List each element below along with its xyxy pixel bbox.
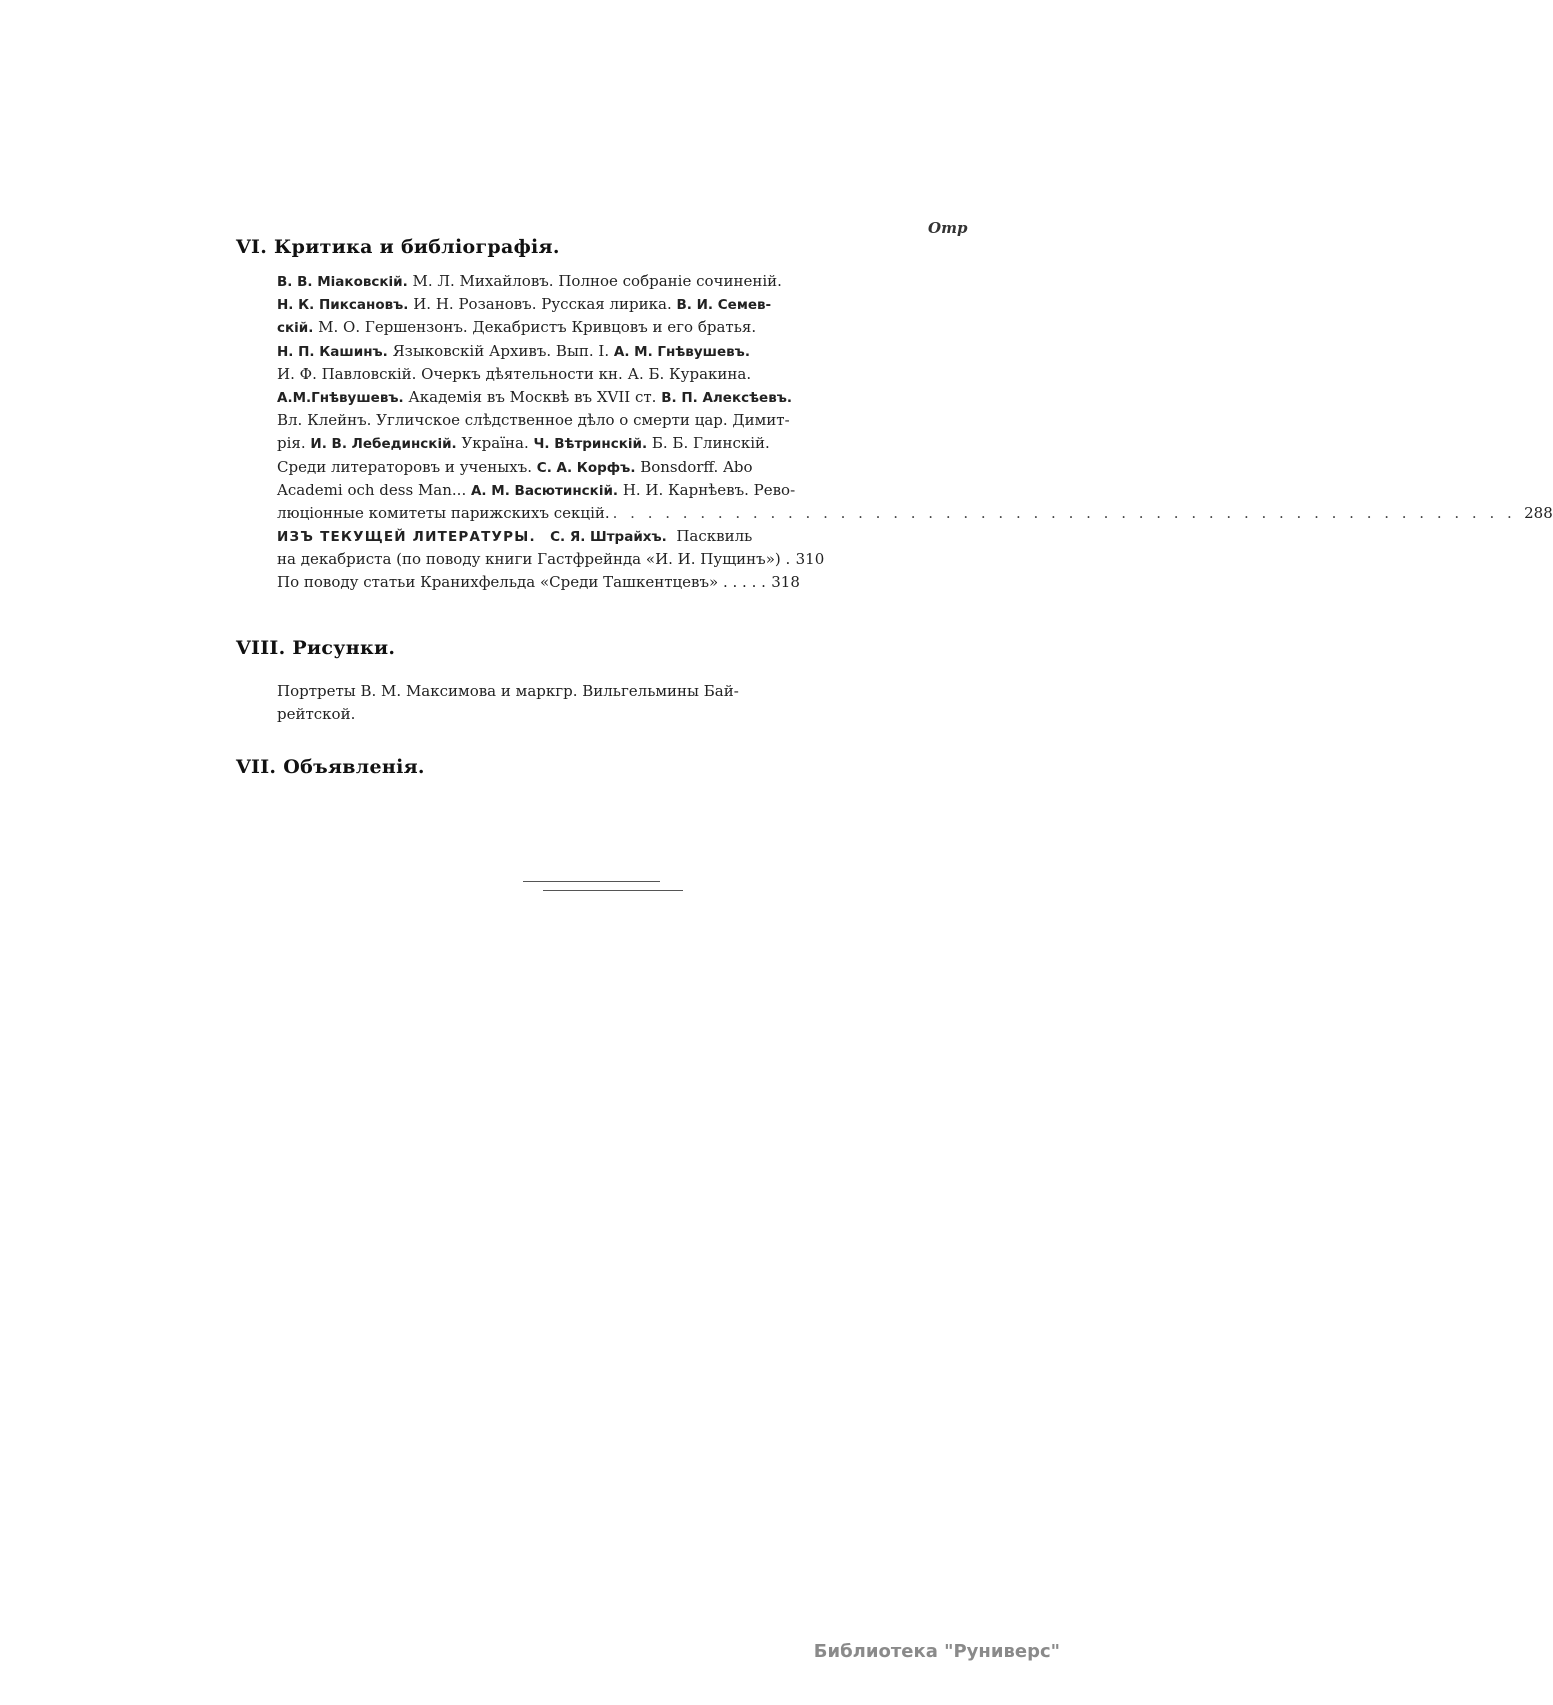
toc-entry-text: Пасквиль bbox=[676, 527, 753, 546]
critique-entries bbox=[277, 270, 1553, 595]
author-name: Н. П. Кашинъ. bbox=[277, 343, 388, 360]
toc-entry-line bbox=[277, 293, 967, 316]
toc-entry-text: Языковскiй Архивъ. Вып. I. bbox=[387, 341, 614, 360]
toc-entry-line bbox=[277, 270, 967, 293]
toc-entry-last-line bbox=[277, 571, 967, 594]
toc-entry-line bbox=[277, 409, 967, 432]
toc-entry-line bbox=[277, 316, 967, 339]
section-title-critique: VI. Критика и библiографiя. bbox=[236, 236, 560, 258]
toc-entry-line bbox=[277, 386, 967, 409]
toc-entry-line bbox=[277, 340, 967, 363]
divider-rule bbox=[543, 890, 683, 891]
divider-rule bbox=[523, 881, 660, 882]
toc-entry-text: на декабриста (по поводу книги Гастфрейнда «И. И. Пущинъ») . bbox=[277, 550, 791, 569]
toc-entry-text: Украïна. bbox=[456, 434, 534, 453]
toc-entry-last-line bbox=[277, 548, 967, 571]
author-name: В. И. Семев- bbox=[676, 297, 772, 314]
toc-entry-line bbox=[277, 680, 937, 703]
rubric-heading: ИЗЪ ТЕКУЩЕЙ ЛИТЕРАТУРЫ. bbox=[277, 529, 536, 546]
toc-entry-line bbox=[277, 479, 967, 502]
author-name: В. В. Мiаковскiй. bbox=[277, 274, 408, 290]
page-number: 310 bbox=[795, 550, 825, 569]
page-column-label: Отр bbox=[928, 219, 968, 237]
toc-entry-text: Bonsdorff. Abo bbox=[635, 457, 753, 476]
toc-entry-text: рейтской. bbox=[277, 705, 356, 724]
author-name: И. В. Лебединскiй. bbox=[310, 436, 457, 453]
toc-entry-text: Б. Б. Глинскiй. bbox=[647, 434, 770, 453]
section-title-pictures: VIII. Рисунки. bbox=[236, 637, 396, 659]
toc-entry-text: Среди литераторовъ и ученыхъ. bbox=[277, 457, 537, 476]
author-name: А. М. Васютинскiй. bbox=[470, 482, 619, 499]
toc-entry-text: люцiонные комитеты парижскихъ секцiй. bbox=[277, 503, 610, 522]
toc-entry-line bbox=[277, 703, 937, 726]
toc-entry-last-line bbox=[277, 502, 1553, 525]
toc-entry-line bbox=[277, 363, 967, 386]
toc-entry-text: М. О. Гершензонъ. Декабристъ Кривцовъ и его братья. bbox=[313, 318, 757, 337]
author-name: В. П. Алексѣевъ. bbox=[661, 389, 793, 406]
toc-entry-line bbox=[277, 456, 967, 479]
author-name: С. А. Корфъ. bbox=[536, 459, 636, 476]
toc-entry-text: И. Ф. Павловскiй. Очеркъ дѣятельности кн. А. Б. Куракина. bbox=[277, 364, 752, 383]
pictures-entry bbox=[277, 680, 937, 726]
toc-entry-text: рiя. bbox=[277, 434, 311, 453]
toc-entry-line bbox=[277, 525, 967, 548]
toc-entry-text: По поводу статьи Кранихфельда «Среди Ташкентцевъ» . . . . . bbox=[277, 573, 766, 592]
page-number: 318 bbox=[771, 573, 800, 592]
toc-entry-text: Вл. Клейнъ. Угличское слѣдственное дѣло о смерти цар. Димит- bbox=[277, 411, 790, 430]
author-name: скiй. bbox=[277, 320, 314, 337]
dot-leader bbox=[613, 502, 1516, 525]
author-name: Ч. Вѣтринскiй. bbox=[533, 436, 648, 453]
toc-entry-text: М. Л. Михайловъ. Полное собранiе сочиненiй. bbox=[407, 272, 782, 290]
toc-entry-line bbox=[277, 432, 967, 455]
toc-entry-text: Н. И. Карнѣевъ. Рево- bbox=[618, 480, 796, 499]
library-watermark: Библиотека "Руниверс" bbox=[813, 1641, 1060, 1662]
toc-entry-text: И. Н. Розановъ. Русская лирика. bbox=[408, 295, 677, 314]
page-number: 288 bbox=[1524, 503, 1553, 522]
section-title-announcements: VII. Объявленiя. bbox=[236, 756, 425, 778]
toc-entry-text: Academi och dess Man... bbox=[277, 480, 471, 499]
toc-entry-text: Академiя въ Москвѣ въ XVII ст. bbox=[403, 387, 662, 406]
author-name: А.М.Гнѣвушевъ. bbox=[277, 389, 404, 406]
author-name: С. Я. Штрайхъ. bbox=[550, 529, 667, 546]
author-name: Н. К. Пиксановъ. bbox=[277, 297, 409, 314]
toc-entry-text: Портреты В. М. Максимова и маркгр. Вильгельмины Бай- bbox=[277, 682, 739, 700]
author-name: А. М. Гнѣвушевъ. bbox=[613, 343, 750, 360]
